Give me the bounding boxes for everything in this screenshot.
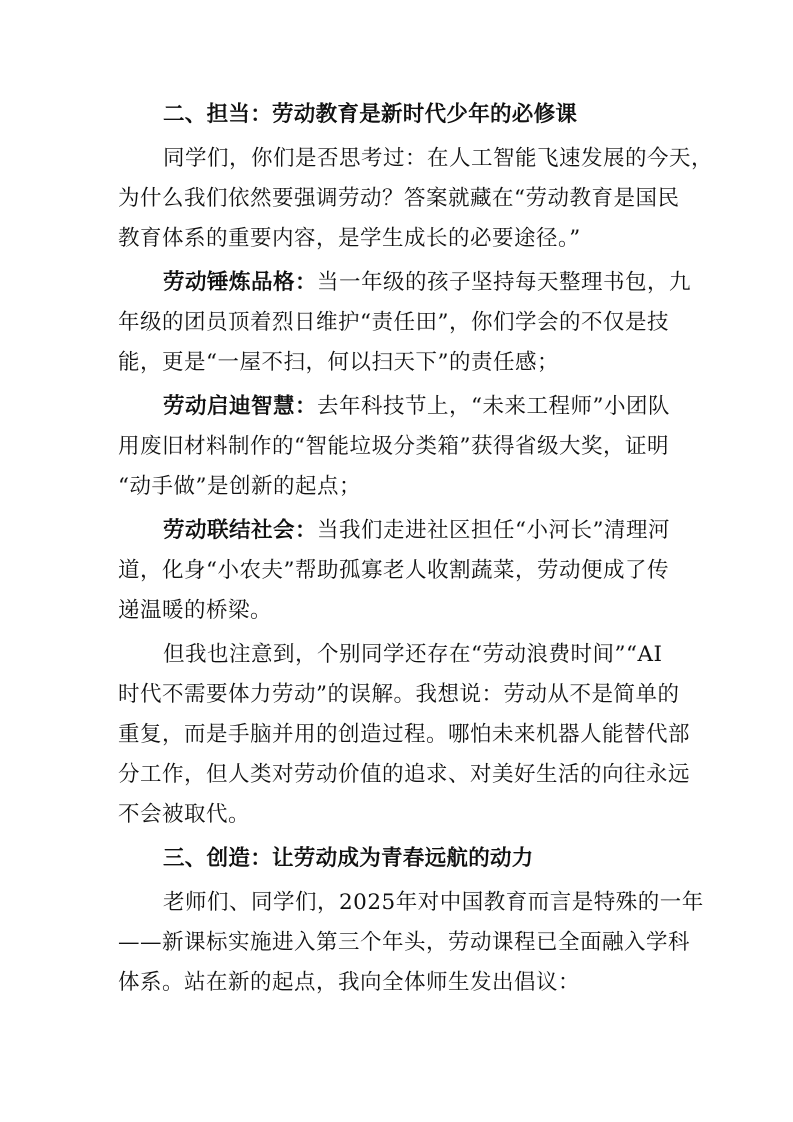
paragraph-line: 但我也注意到，个别同学还存在“劳动浪费时间”“AI — [163, 642, 663, 667]
paragraph-lead: 劳动锤炼品格： — [163, 270, 318, 295]
paragraph-line: 老师们、同学们，2025年对中国教育而言是特殊的一年 — [163, 890, 704, 915]
paragraph — [118, 263, 692, 383]
paragraph-line: “动手做”是创新的起点； — [118, 474, 361, 499]
paragraph-lead: 劳动启迪智慧： — [163, 394, 318, 419]
paragraph-line: 递温暖的桥梁。 — [118, 598, 273, 623]
paragraph-line: 重复，而是手脑并用的创造过程。哪怕未来机器人能替代部 — [118, 722, 691, 747]
paragraph-line — [118, 511, 678, 551]
paragraph-text: 当我们走进社区担任“小河长”清理河 — [317, 518, 671, 543]
document-page — [118, 95, 714, 1003]
paragraph-line: 教育体系的重要内容，是学生成长的必要途径。” — [118, 226, 581, 251]
paragraph-line: ——新课标实施进入第三个年头，劳动课程已全面融入学科 — [118, 930, 691, 955]
paragraph-text: 去年科技节上，“未来工程师”小团队 — [317, 394, 671, 419]
section-heading: 三、创造：让劳动成为青春远航的动力 — [163, 846, 534, 871]
paragraph-line: 分工作，但人类对劳动价值的追求、对美好生活的向往永远 — [118, 762, 691, 787]
paragraph-line: 时代不需要体力劳动”的误解。我想说：劳动从不是简单的 — [118, 682, 680, 707]
paragraph — [118, 883, 704, 1003]
paragraph — [118, 387, 678, 507]
paragraph-text: 当一年级的孩子坚持每天整理书包，九 — [317, 270, 692, 295]
paragraph-line — [118, 263, 692, 303]
paragraph-line: 不会被取代。 — [118, 802, 251, 827]
paragraph-line: 同学们，你们是否思考过：在人工智能飞速发展的今天， — [163, 146, 714, 171]
paragraph-line — [118, 387, 678, 427]
paragraph — [118, 139, 714, 259]
paragraph-lead: 劳动联结社会： — [163, 518, 318, 543]
paragraph — [118, 511, 678, 631]
paragraph-line: 年级的团员顶着烈日维护“责任田”，你们学会的不仅是技 — [118, 310, 669, 335]
paragraph-line: 体系。站在新的起点，我向全体师生发出倡议： — [118, 970, 581, 995]
section-heading: 二、担当：劳动教育是新时代少年的必修课 — [163, 102, 578, 127]
paragraph — [118, 635, 691, 835]
paragraph-line: 用废旧材料制作的“智能垃圾分类箱”获得省级大奖，证明 — [118, 434, 669, 459]
paragraph-line: 为什么我们依然要强调劳动？答案就藏在“劳动教育是国民 — [118, 186, 680, 211]
paragraph-line: 能，更是“一屋不扫，何以扫天下”的责任感； — [118, 350, 559, 375]
paragraph-line: 道，化身“小农夫”帮助孤寡老人收割蔬菜，劳动便成了传 — [118, 558, 669, 583]
